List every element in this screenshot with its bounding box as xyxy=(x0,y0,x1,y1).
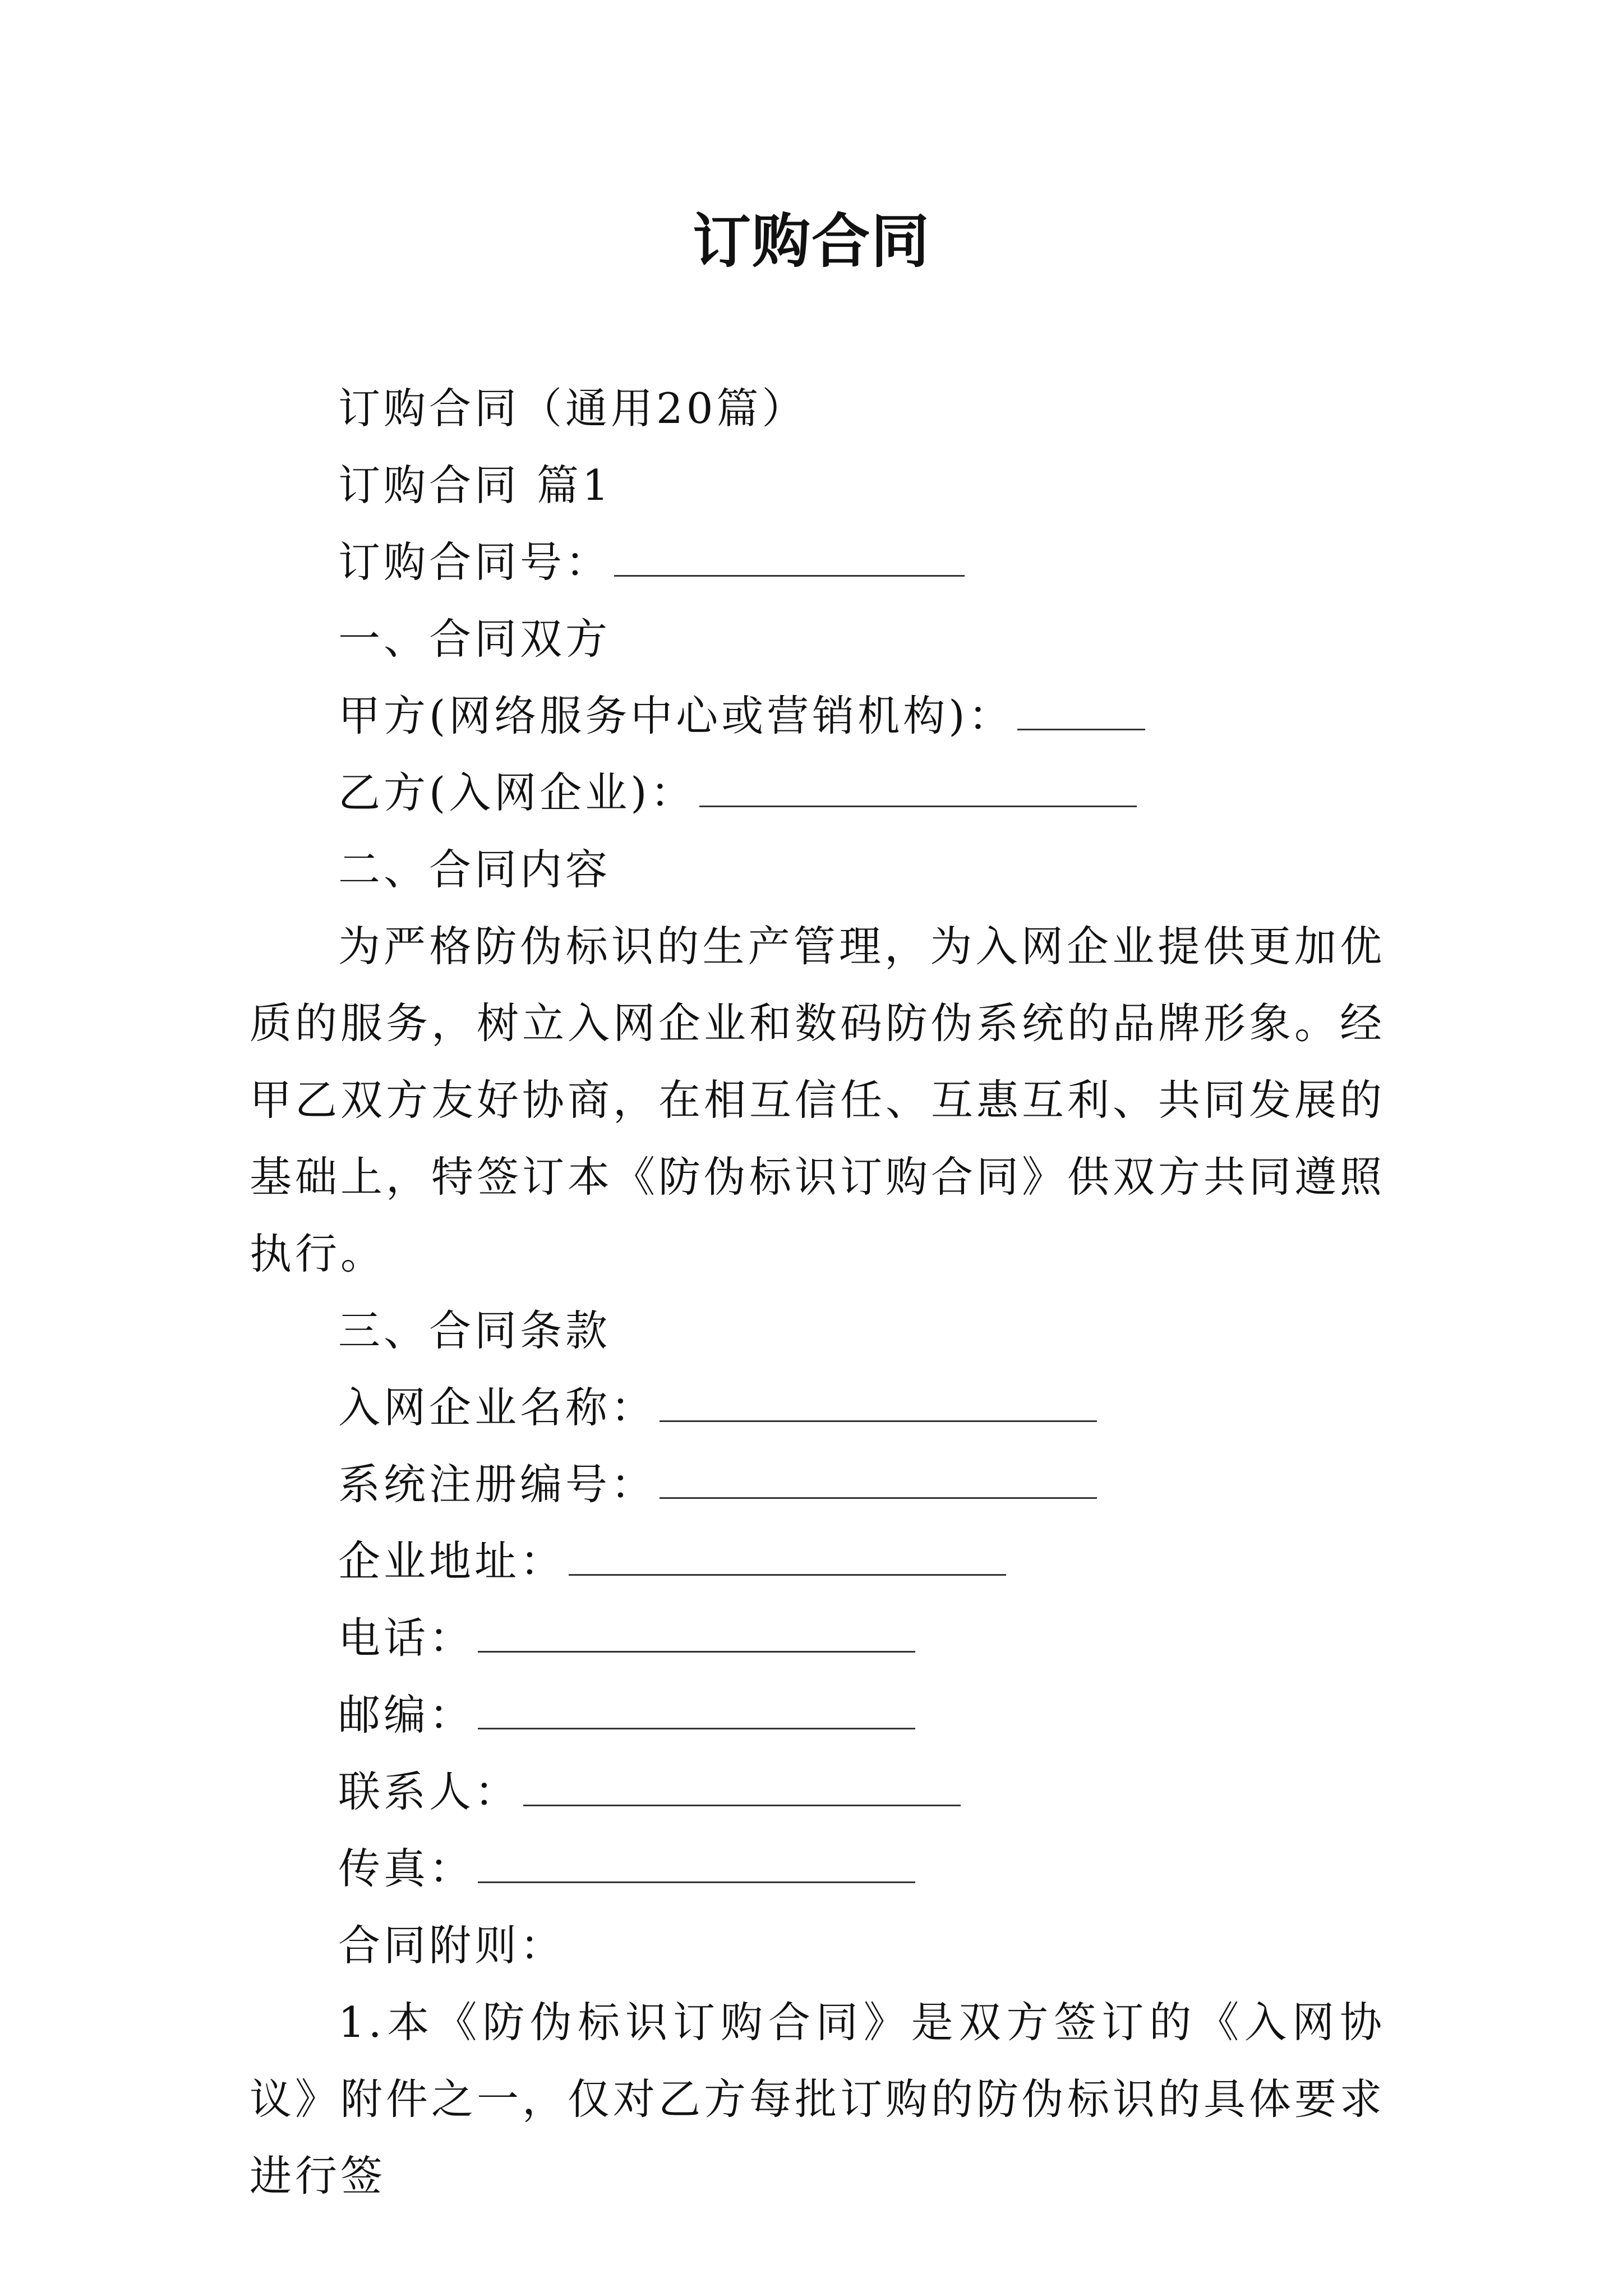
field-blank xyxy=(523,1771,961,1806)
field-line-postcode xyxy=(250,1677,1385,1754)
party-b-line xyxy=(250,754,1385,831)
document-body xyxy=(250,370,1385,2215)
field-blank xyxy=(660,1464,1097,1499)
contract-number-label: 订购合同号： xyxy=(338,537,611,587)
party-a-line xyxy=(250,678,1385,754)
field-line-address xyxy=(250,1523,1385,1600)
field-line-phone xyxy=(250,1600,1385,1677)
contract-number-blank xyxy=(614,541,965,577)
document-subtitle: 订购合同（通用20篇） xyxy=(338,384,808,433)
party-a-label: 甲方(网络服务中心或营销机构)： xyxy=(338,691,1014,740)
party-b-label: 乙方(入网企业)： xyxy=(338,768,696,817)
field-line-company-name xyxy=(250,1369,1385,1446)
field-line-fax xyxy=(250,1830,1385,1907)
part1-heading: 一、合同双方 xyxy=(338,614,611,664)
document-title: 订购合同 xyxy=(692,206,930,275)
field-line-registration-no xyxy=(250,1446,1385,1523)
field-label: 联系人： xyxy=(338,1767,520,1816)
appendix-item-1: 1.本《防伪标识订购合同》是双方签订的《入网协议》附件之一，仅对乙方每批订购的防伪标识的具体要求进行签 xyxy=(250,1998,1386,2201)
party-b-blank xyxy=(699,772,1137,807)
field-blank xyxy=(569,1540,1006,1576)
field-line-contact xyxy=(250,1754,1385,1830)
field-label: 传真： xyxy=(338,1844,475,1893)
field-blank xyxy=(660,1387,1097,1422)
field-label: 企业地址： xyxy=(338,1536,566,1586)
field-label: 入网企业名称： xyxy=(338,1383,657,1432)
contract-number-line xyxy=(250,524,1385,601)
field-label: 系统注册编号： xyxy=(338,1460,657,1509)
field-label: 电话： xyxy=(338,1613,475,1663)
appendix-heading: 合同附则： xyxy=(338,1921,566,1970)
part3-heading: 三、合同条款 xyxy=(338,1306,611,1355)
field-label: 邮编： xyxy=(338,1690,475,1740)
field-blank xyxy=(478,1848,915,1883)
field-blank xyxy=(478,1694,915,1729)
part2-heading: 二、合同内容 xyxy=(338,845,611,894)
part2-paragraph: 为严格防伪标识的生产管理，为入网企业提供更加优质的服务，树立入网企业和数码防伪系统的品牌形象。经甲乙双方友好协商，在相互信任、互惠互利、共同发展的基础上，特签订本《防伪标识订购合同》供双方共同遵照执行。 xyxy=(250,922,1386,1278)
field-blank xyxy=(478,1617,915,1653)
section-heading: 订购合同 篇1 xyxy=(338,461,612,510)
party-a-blank xyxy=(1017,695,1145,730)
